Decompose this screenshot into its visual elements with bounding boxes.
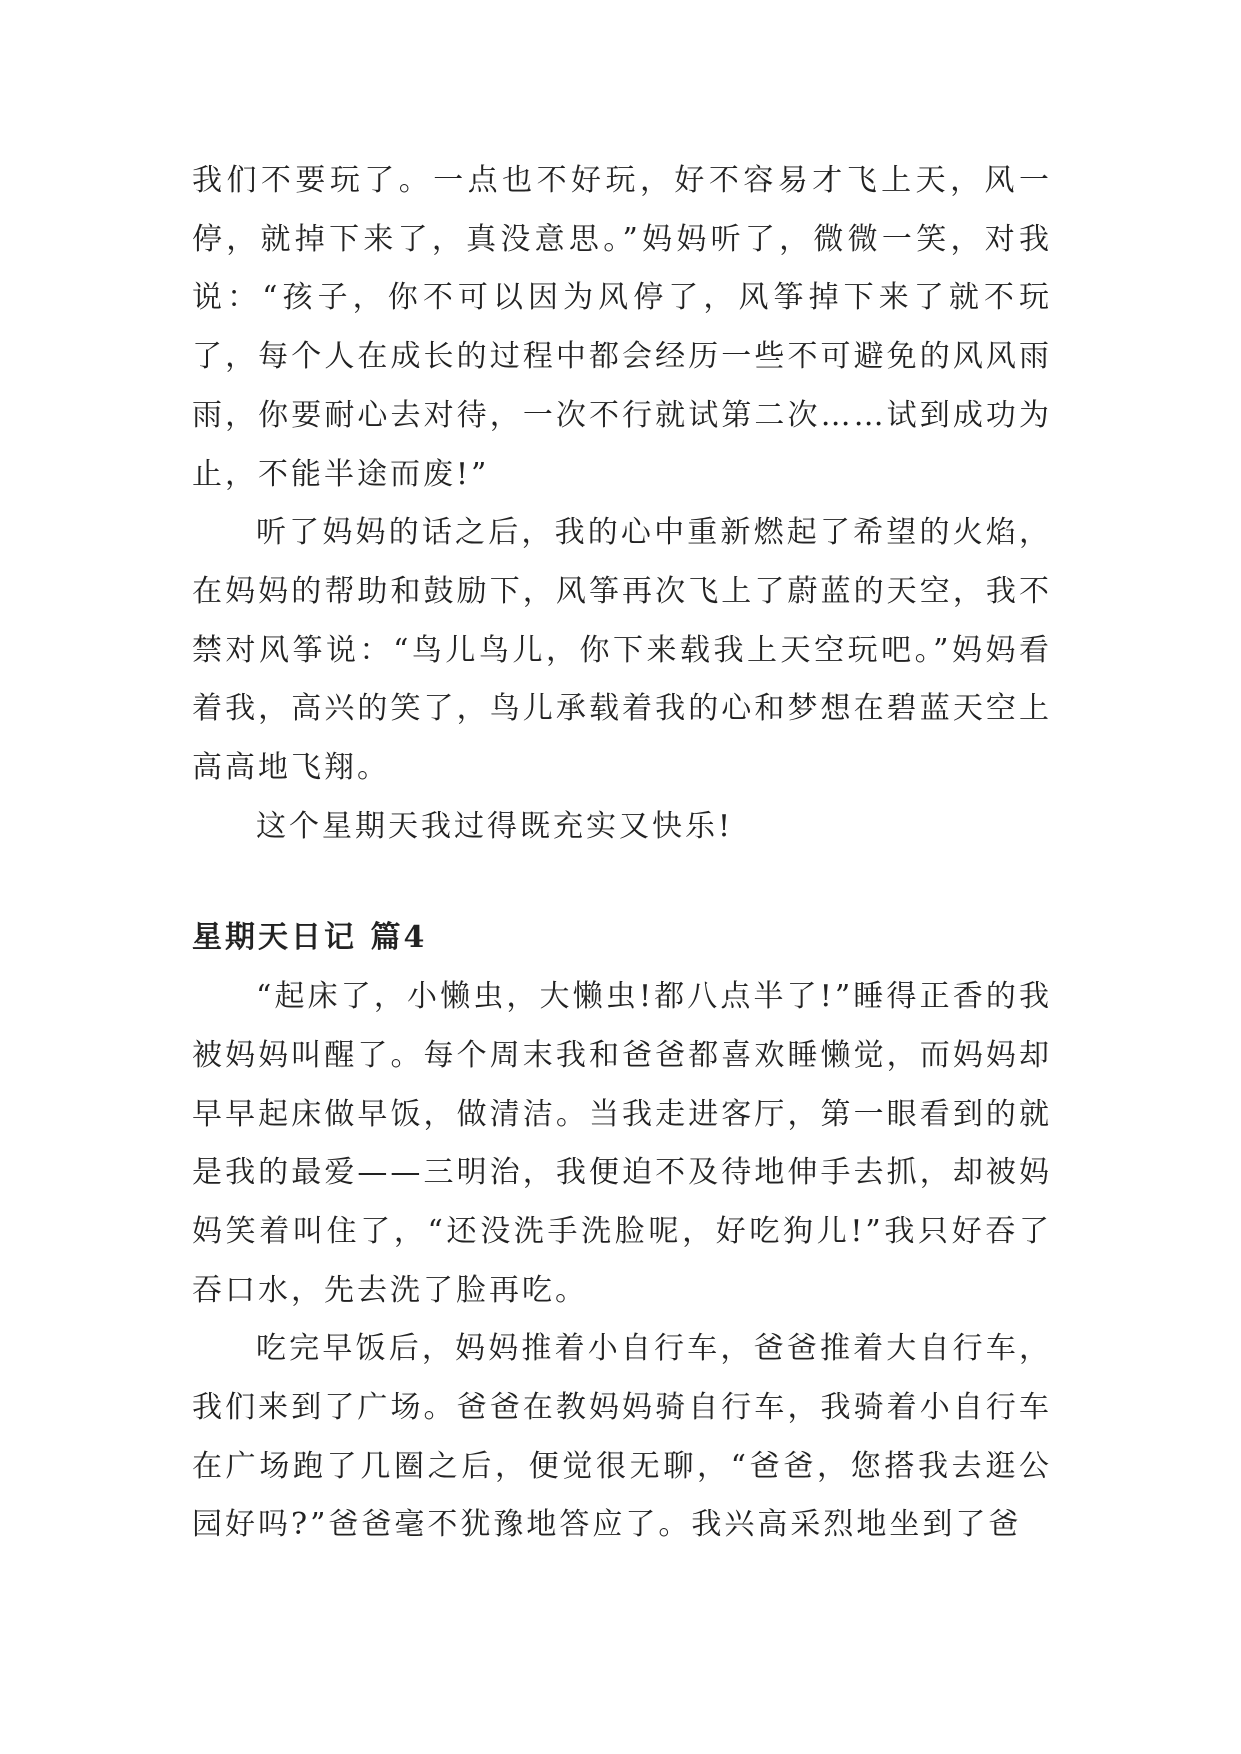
paragraph: 吃完早饭后，妈妈推着小自行车，爸爸推着大自行车，我们来到了广场。爸爸在教妈妈骑自行车，我骑着小自行车在广场跑了几圈之后，便觉很无聊，“爸爸，您搭我去逛公园好吗?”爸爸毫不犹豫地答应了。我兴高采烈地坐到了爸 [192,1331,1052,1543]
paragraph: 听了妈妈的话之后，我的心中重新燃起了希望的火焰，在妈妈的帮助和鼓励下，风筝再次飞上了蔚蓝的天空，我不禁对风筝说：“鸟儿鸟儿，你下来载我上天空玩吧。”妈妈看着我，高兴的笑了，鸟儿承载着我的心和梦想在碧蓝天空上高高地飞翔。 [192,515,1052,786]
paragraph: “起床了，小懒虫，大懒虫!都八点半了!”睡得正香的我被妈妈叫醒了。每个周末我和爸爸都喜欢睡懒觉，而妈妈却早早起床做早饭，做清洁。当我走进客厅，第一眼看到的就是我的最爱——三明治，我便迫不及待地伸手去抓，却被妈妈笑着叫住了，“还没洗手洗脸呢，好吃狗儿!”我只好吞了吞口水，先去洗了脸再吃。 [192,979,1052,1308]
paragraph-continued: 我们不要玩了。一点也不好玩，好不容易才飞上天，风一停，就掉下来了，真没意思。”妈妈听了，微微一笑，对我说：“孩子，你不可以因为风停了，风筝掉下来了就不玩了，每个人在成长的过程中都会经历一些不可避免的风风雨雨，你要耐心去对待，一次不行就试第二次……试到成功为止，不能半途而废!” [192,163,1052,492]
document-page [192,152,1052,1555]
paragraph: 这个星期天我过得既充实又快乐! [256,808,734,844]
section-heading: 星期天日记 篇4 [192,920,428,956]
